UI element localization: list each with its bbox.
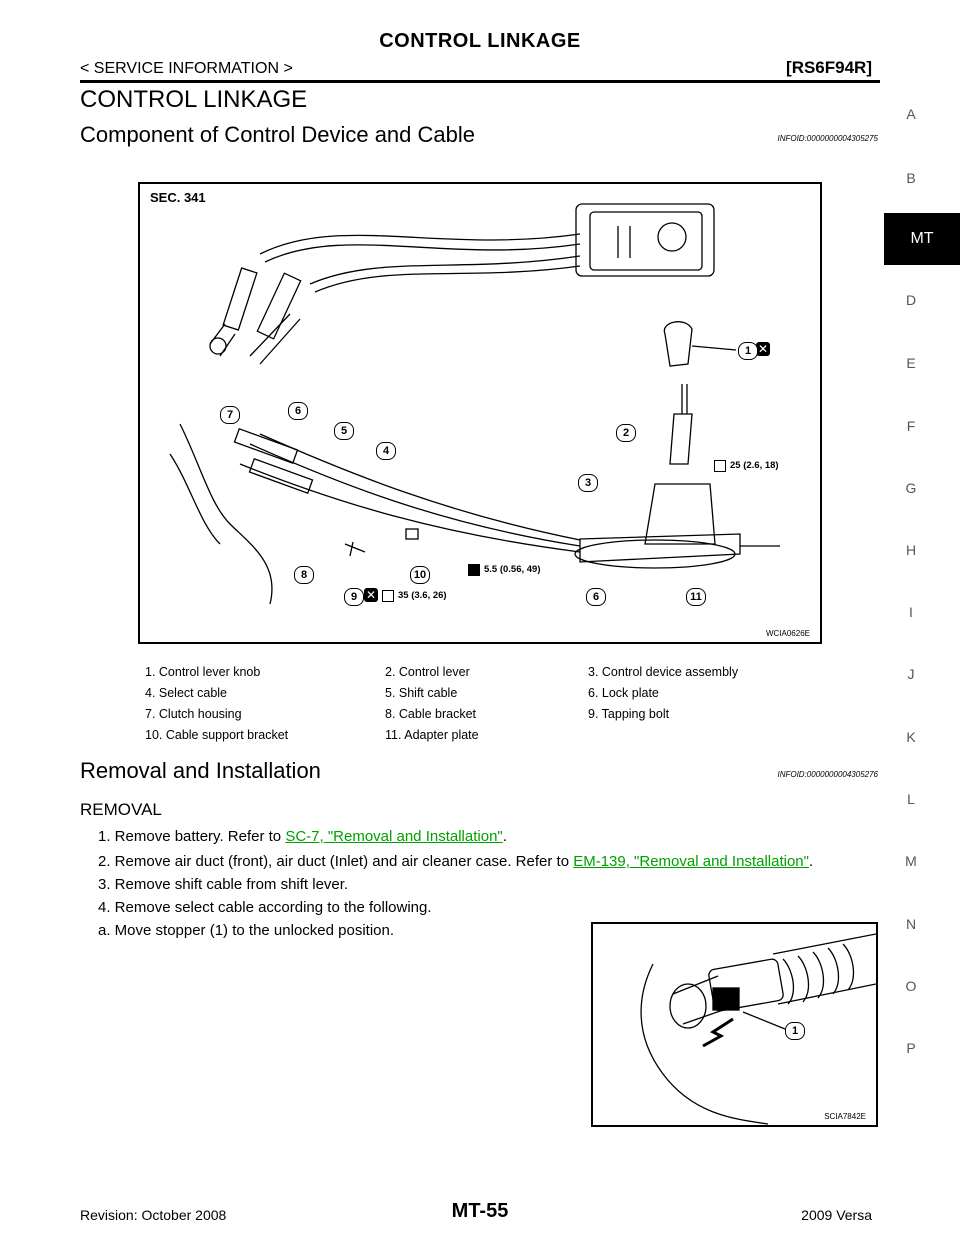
sidebar-letter-k[interactable]: K <box>906 729 916 745</box>
footer-revision: Revision: October 2008 <box>80 1207 227 1223</box>
removal-title: Removal and Installation <box>80 758 321 783</box>
callout-1: 1 <box>738 342 758 360</box>
footer-page-number: MT-55 <box>451 1200 509 1222</box>
stopper-callout-1: 1 <box>785 1022 805 1040</box>
header-model-code: [RS6F94R] <box>786 58 872 77</box>
step-2: 2. Remove air duct (front), air duct (Inlet) and air cleaner case. Refer to EM-139, "Removal and Installation". <box>98 853 814 870</box>
step-a: a. Move stopper (1) to the unlocked position. <box>98 922 395 939</box>
stopper-diagram <box>593 924 876 1125</box>
legend-item: 3. Control device assembly <box>588 665 739 679</box>
stopper-figure <box>591 922 878 1127</box>
sidebar-letter-b[interactable]: B <box>906 170 916 186</box>
legend-item: 10. Cable support bracket <box>145 728 289 742</box>
callout-6b: 6 <box>586 588 606 606</box>
component-infoid: INFOID:0000000004305275 <box>777 134 878 143</box>
callout-10: 10 <box>410 566 430 584</box>
sidebar-letter-j[interactable]: J <box>907 666 915 682</box>
removal-infoid: INFOID:0000000004305276 <box>777 770 878 779</box>
legend-item: 7. Clutch housing <box>145 707 242 721</box>
sidebar-letter-p[interactable]: P <box>906 1040 916 1056</box>
torque-icon <box>382 590 394 602</box>
header-section-label: < SERVICE INFORMATION > <box>80 60 293 77</box>
torque-icon <box>714 460 726 472</box>
sidebar-letter-l[interactable]: L <box>907 791 915 807</box>
footer-vehicle: 2009 Versa <box>801 1207 872 1223</box>
do-not-reuse-icon: ✕ <box>365 588 377 602</box>
torque-label-1: 25 (2.6, 18) <box>730 460 779 471</box>
page-header-title: CONTROL LINKAGE <box>379 30 581 52</box>
sidebar-letter-o[interactable]: O <box>905 978 917 994</box>
legend-item: 9. Tapping bolt <box>588 707 670 721</box>
figure-sec-label: SEC. 341 <box>150 190 206 205</box>
sidebar-letter-i[interactable]: I <box>909 604 913 620</box>
callout-4: 4 <box>376 442 396 460</box>
header-rule <box>80 80 880 83</box>
legend-item: 6. Lock plate <box>588 686 659 700</box>
section-title: CONTROL LINKAGE <box>80 86 308 113</box>
legend-item: 1. Control lever knob <box>145 665 261 679</box>
link-em-139[interactable]: EM-139, "Removal and Installation" <box>573 853 809 870</box>
sidebar-letter-a[interactable]: A <box>906 106 916 122</box>
legend-item: 8. Cable bracket <box>385 707 477 721</box>
sidebar-letter-m[interactable]: M <box>905 853 917 869</box>
do-not-reuse-icon: ✕ <box>757 342 769 356</box>
stopper-figure-code: SCIA7842E <box>824 1112 866 1121</box>
removal-subheading: REMOVAL <box>80 800 162 819</box>
sidebar-letter-f[interactable]: F <box>906 418 916 434</box>
callout-8: 8 <box>294 566 314 584</box>
sidebar-letter-d[interactable]: D <box>905 292 917 308</box>
torque-label-2: 5.5 (0.56, 49) <box>484 564 541 575</box>
callout-6: 6 <box>288 402 308 420</box>
component-title: Component of Control Device and Cable <box>80 122 476 147</box>
torque-icon <box>468 564 480 576</box>
callout-3: 3 <box>578 474 598 492</box>
legend-item: 5. Shift cable <box>385 686 458 700</box>
step-3: 3. Remove shift cable from shift lever. <box>98 876 349 893</box>
figure-code: WCIA0626E <box>765 629 810 638</box>
sidebar-letter-h[interactable]: H <box>905 542 917 558</box>
callout-5: 5 <box>334 422 354 440</box>
callout-11: 11 <box>686 588 706 606</box>
sidebar-letter-g[interactable]: G <box>905 480 917 496</box>
torque-label-3: 35 (3.6, 26) <box>398 590 447 601</box>
sidebar-tab-active[interactable]: MT <box>884 213 960 265</box>
callout-9: 9 <box>344 588 364 606</box>
link-sc-7[interactable]: SC-7, "Removal and Installation" <box>285 828 503 845</box>
component-diagram <box>140 184 820 642</box>
callout-7: 7 <box>220 406 240 424</box>
component-figure <box>138 182 822 644</box>
legend-item: 4. Select cable <box>145 686 227 700</box>
callout-2: 2 <box>616 424 636 442</box>
step-4: 4. Remove select cable according to the following. <box>98 899 432 916</box>
legend-item: 11. Adapter plate <box>385 728 479 742</box>
sidebar-letter-n[interactable]: N <box>905 916 917 932</box>
legend-item: 2. Control lever <box>385 665 470 679</box>
step-1: 1. Remove battery. Refer to SC-7, "Removal and Installation". <box>98 828 507 845</box>
sidebar-letter-e[interactable]: E <box>906 355 916 371</box>
